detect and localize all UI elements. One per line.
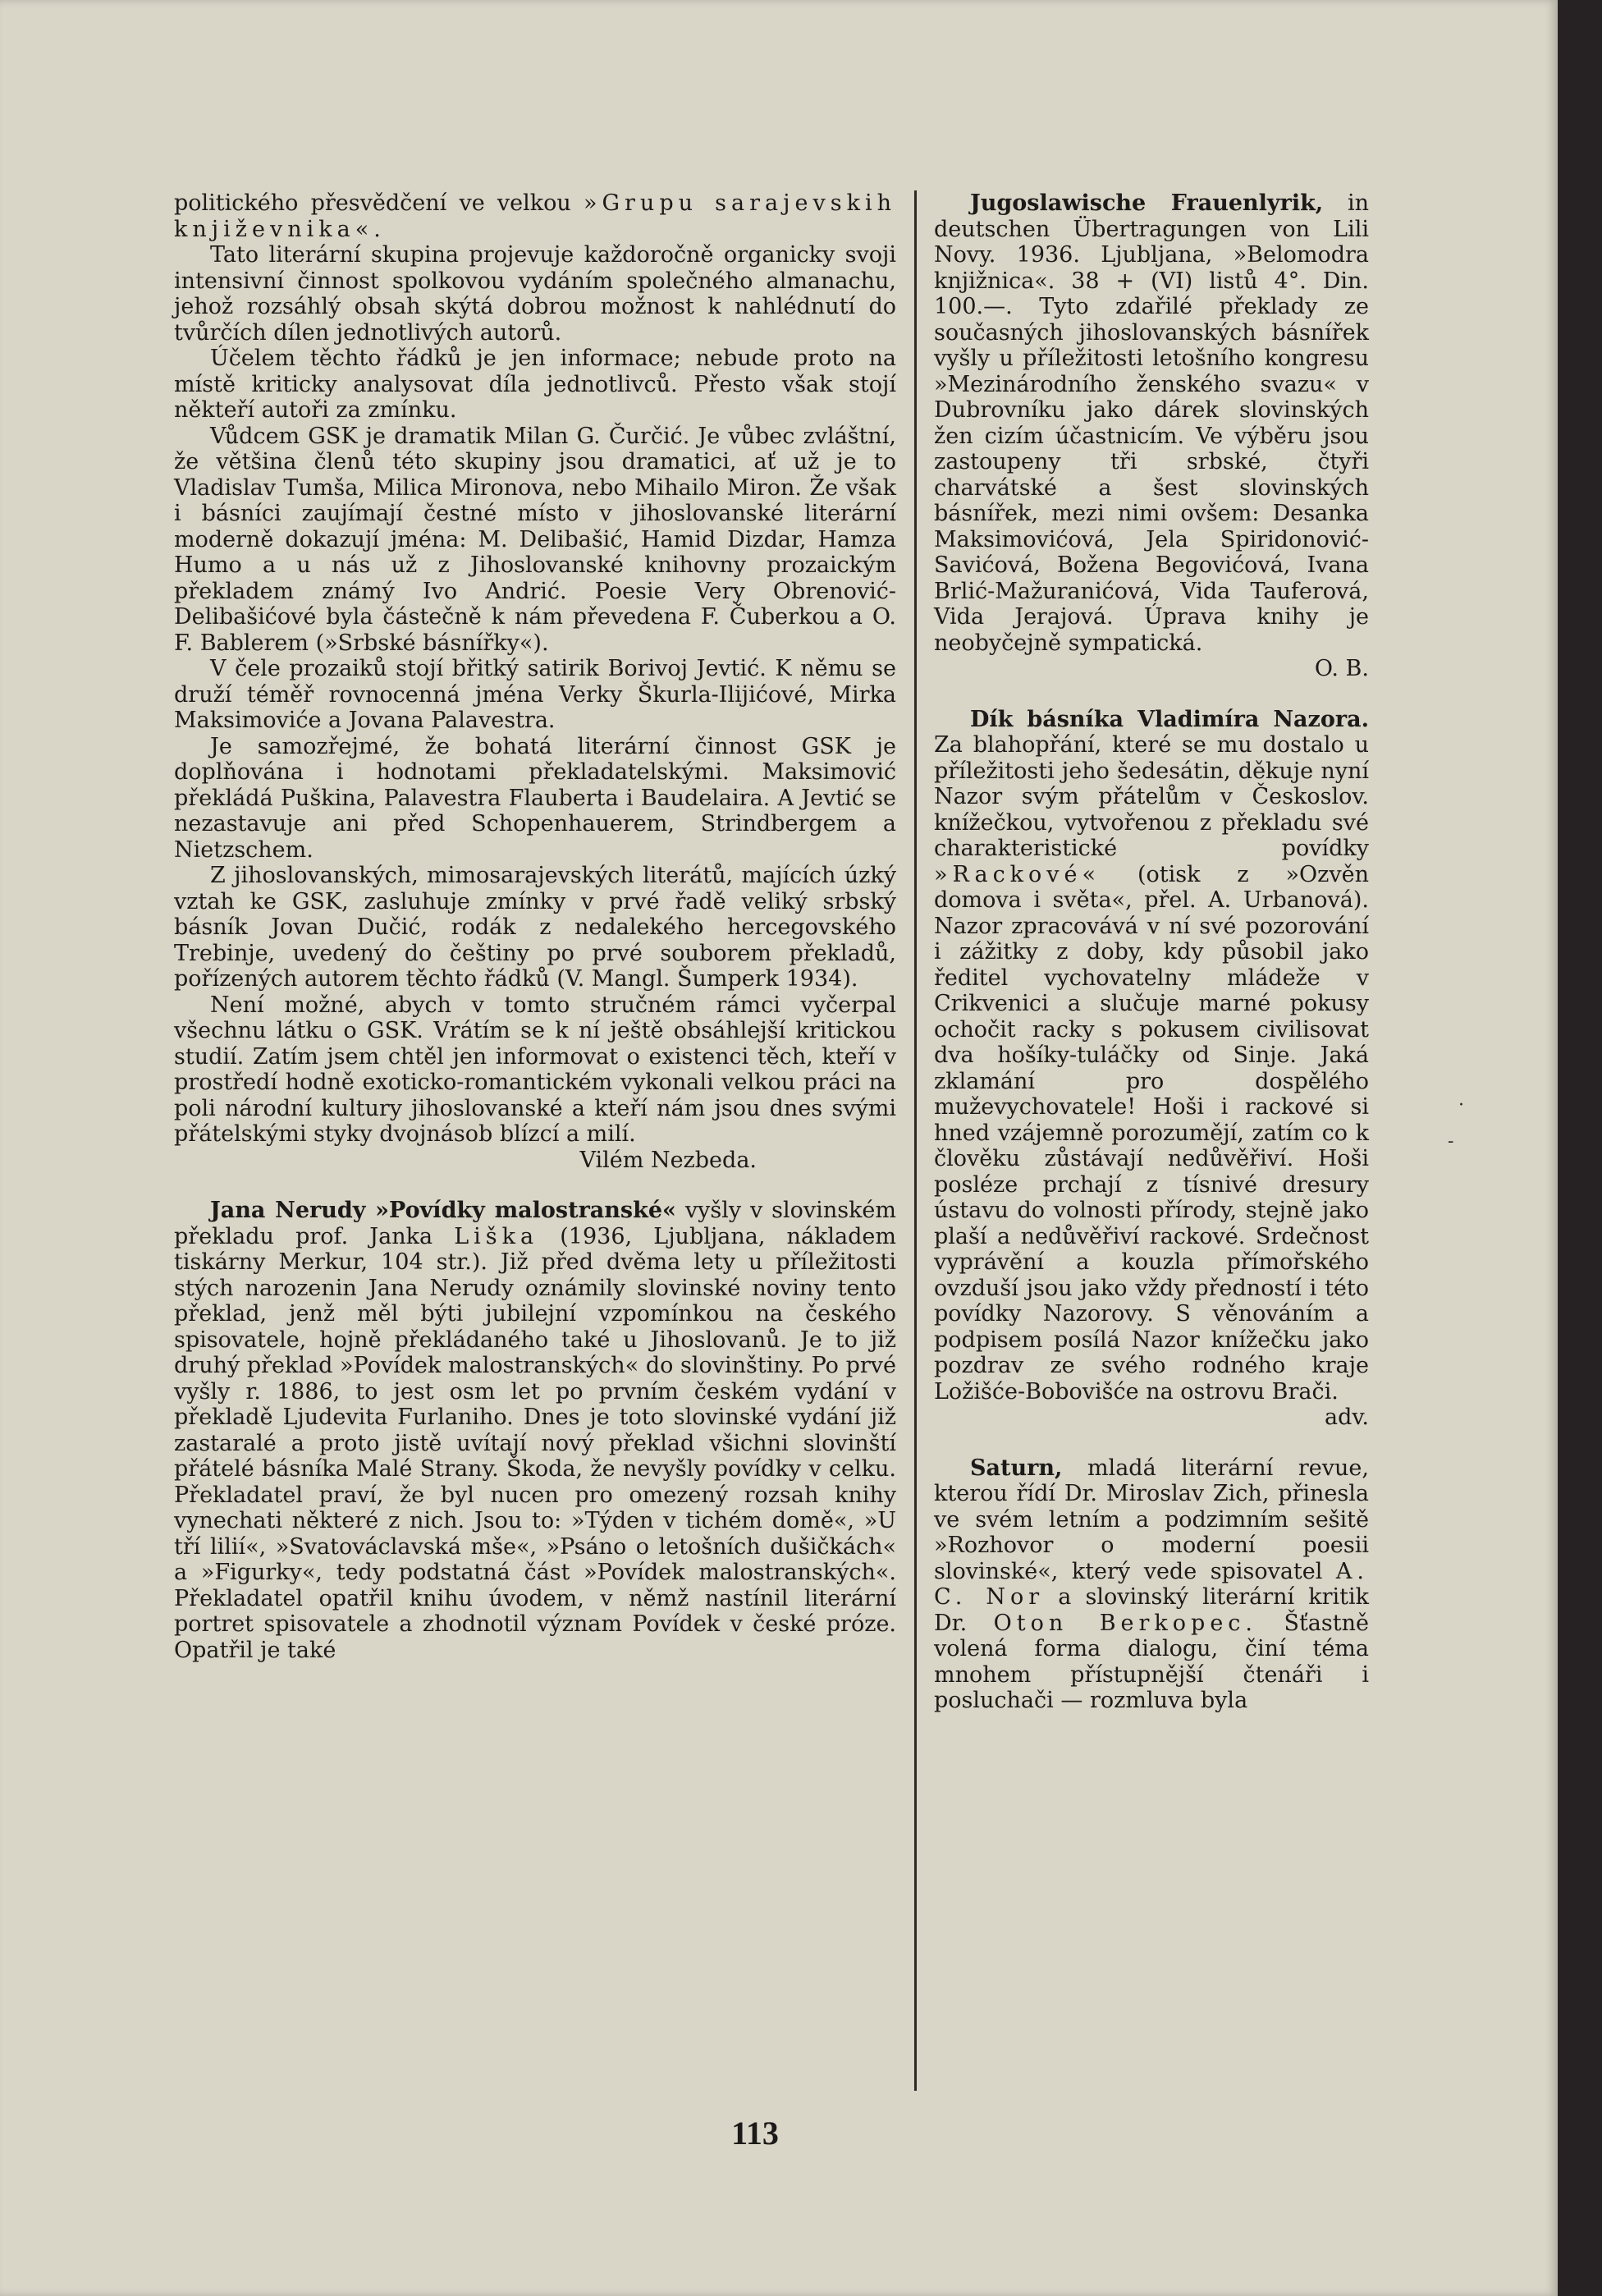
text: Za blahopřání, které se mu dostalo u příležitosti jeho šedesátin, děkuje nyní Nazor svým přátelům v Českoslov. knížečkou, vytvořenou z překladu své charakteristické povídky xyxy=(934,732,1369,861)
text: (otisk z »Ozvěn domova i světa«, přel. A. Urbanová). Nazor zpracovává v ní své pozorování i zážitky z doby, kdy působil jako ředitel vychovatelny mládeže v Crikvenici a slučuje marné pokusy ochočit racky s pokusem civilisovat dva hošíky-tuláčky od Sinje. Jaká zklamání pro dospělého muževychovatele! Hoši i rackové si hned vzájemně porozumějí, zatím co k člověku zůstávají nedůvěřiví. Hoši posléze prchají z tísnivé dresury ústavu do volnosti přírody, stejně jako plaší a nedůvěřiví rackové. Srdečnost vyprávění a kouzla přímořského ovzduší jsou jako vždy předností i této povídky Nazorovy. S věnováním a podpisem posílá Nazor knížečku jako pozdrav ze svého rodného kraje Ložišće-Bobovišće na ostrovu Brači. xyxy=(934,861,1369,1405)
right-column xyxy=(934,190,1369,1714)
paragraph: Je samozřejmé, že bohatá literární činnost GSK je doplňována i hodnotami překladatelskými. Maksimović překládá Puškina, Palavestra Flauberta i Baudelaira. A Jevtić se nezastavuje ani před Schopenhauerem, Strindbergem a Nietzschem. xyxy=(174,733,896,863)
review-title: Jugoslawische Frauenlyrik, xyxy=(970,190,1324,216)
review-frauenlyrik xyxy=(934,190,1369,656)
paragraph xyxy=(174,190,896,242)
text: vyšly v slovinském překladu prof. Janka xyxy=(174,1198,897,1249)
paragraph: V čele prozaiků stojí břitký satirik Borivoj Jevtić. K němu se druží téměř rovnocenná jména Verky Škurla-Ilijićové, Mirka Maksimoviće a Jovana Palavestra. xyxy=(174,656,896,733)
paragraph: Z jihoslovanských, mimosarajevských literátů, majících úzký vztah ke GSK, zasluhuje zmínky v prvé řadě veliký srbský básník Jovan Dučić, rodák z nedalekého hercegovského Trebinje, uvedený do češtiny po prvé souborem překladů, pořízených autorem těchto řádků (V. Mangl. Šumperk 1934). xyxy=(174,863,896,992)
signature: O. B. xyxy=(1314,656,1369,681)
paragraph: Vůdcem GSK je dramatik Milan G. Čurčić. Je vůbec zvláštní, že většina členů této skupiny jsou dramatici, ať už je to Vladislav Tumša, Milica Mironova, nebo Mihailo Miron. Že však i básníci zaujímají čestné místo v jihoslovanské literární moderně dokazují jména: M. Delibašić, Hamid Dizdar, Hamza Humo a u nás už z Jihoslovanské knihovny prozaickým překladem známý Ivo Andrić. Poesie Very Obrenović-Delibašićové byla částečně k nám převedena F. Čuberkou a O. F. Bablerem (»Srbské básnířky«). xyxy=(174,423,896,656)
review-nazor xyxy=(934,707,1369,1405)
paragraph: Není možné, abych v tomto stručném rámci vyčerpal všechnu látku o GSK. Vrátím se k ní ještě obsáhlejší kritickou studií. Zatím jsem chtěl jen informovat o existenci těch, kteří v prostředí hodně exoticko-romantickém vykonali velkou práci na poli národní kultury jihoslovanské a kteří nám jsou dnes svými přátelskými styky dvojnásob blízcí a milí. xyxy=(174,992,896,1147)
text: a slovinský literární kritik Dr. xyxy=(934,1584,1369,1636)
signature: adv. xyxy=(1324,1405,1369,1430)
margin-mark: · xyxy=(1458,1095,1464,1116)
review-title: Saturn, xyxy=(970,1455,1063,1481)
signature: Vilém Nezbeda. xyxy=(579,1147,757,1173)
text: politického přesvědčení ve velkou xyxy=(174,190,584,216)
review-neruda xyxy=(174,1198,896,1663)
review-saturn xyxy=(934,1455,1369,1714)
paragraph: Tato literární skupina projevuje každoročně organicky svoji intensivní činnost spolkovou vydáním společného almanachu, jehož rozsáhlý obsah skýtá dobrou možnost k nahlédnutí do tvůrčích dílen jednotlivých autorů. xyxy=(174,242,896,346)
spaced-name: A. C. Nor xyxy=(934,1558,1369,1610)
text: mladá literární revue, kterou řídí Dr. Miroslav Zich, přinesla ve svém letním a podzimním sešitě »Rozhovor o moderní poesii slovinské«, který vede spisovatel xyxy=(934,1455,1369,1584)
left-column xyxy=(174,190,896,1663)
review-title: Dík básníka Vladimíra Nazora. xyxy=(970,706,1369,732)
paragraph: Účelem těchto řádků je jen informace; nebude proto na místě kriticky analysovat díla jednotlivců. Přesto však stojí někteří autoři za zmínku. xyxy=(174,346,896,423)
text: in deutschen Übertragungen von Lili Novy. 1936. Ljubljana, »Belomodra knjižnica«. 38 + (VI) listů 4°. Din. 100.—. Tyto zdařilé překlady ze současných jihoslovanských básnířek vyšly u příležitosti letošního kongresu »Mezinárodního ženského svazu« v Dubrovníku jako dárek slovinských žen cizím účastnicím. Ve výběru jsou zastoupeny tři srbské, čtyři charvátské a šest slovinských básnířek, mezi nimi ovšem: Desanka Maksimovićová, Jela Spiridonović-Savićová, Božena Begovićová, Ivana Brlić-Mažuranićová, Vida Tauferová, Vida Jerajová. Úprava knihy je neobyčejně sympatická. xyxy=(934,190,1369,656)
column-divider xyxy=(914,190,917,2091)
page-number: 113 xyxy=(731,2115,779,2152)
spaced-title: »Rackové« xyxy=(934,861,1101,887)
spaced-name: Oton Berkopec. xyxy=(993,1610,1258,1636)
spaced-title: »Grupu sarajevskih književnika«. xyxy=(174,190,896,242)
margin-mark: - xyxy=(1448,1131,1454,1152)
text: Šťastně volená forma dialogu, činí téma mnohem přístupnější čtenáři i posluchači — rozmluva byla xyxy=(934,1610,1369,1713)
spaced-name: Liška xyxy=(454,1223,539,1249)
text: (1936, Ljubljana, nákladem tiskárny Merkur, 104 str.). Již před dvěma lety u příležitosti stých narozenin Jana Nerudy oznámily slovinské noviny tento překlad, jenž měl býti jubilejní vzpomínkou na českého spisovatele, hojně překládaného také u Jihoslovanů. Je to již druhý překlad »Povídek malostranských« do slovinštiny. Po prvé vyšly r. 1886, to jest osm let po prvním českém vydání v překladě Ljudevita Furlaniho. Dnes je toto slovinské vydání již zastaralé a proto jistě uvítají nový překlad všichni slovinští přátelé básníka Malé Strany. Škoda, že nevyšly povídky v celku. Překladatel praví, že byl nucen pro omezený rozsah knihy vynechati některé z nich. Jsou to: »Týden v tichém domě«, »U tří lilií«, »Svatováclavská mše«, »Psáno o letošních dušičkách« a »Figurky«, tedy podstatná část »Povídek malostranských«. Překladatel opatřil knihu úvodem, v němž nastínil literární portret spisovatele a zhodnotil význam Povídek v české próze. Opatřil je také xyxy=(174,1223,897,1663)
review-title: Jana Nerudy »Povídky malostranské« xyxy=(210,1198,676,1223)
